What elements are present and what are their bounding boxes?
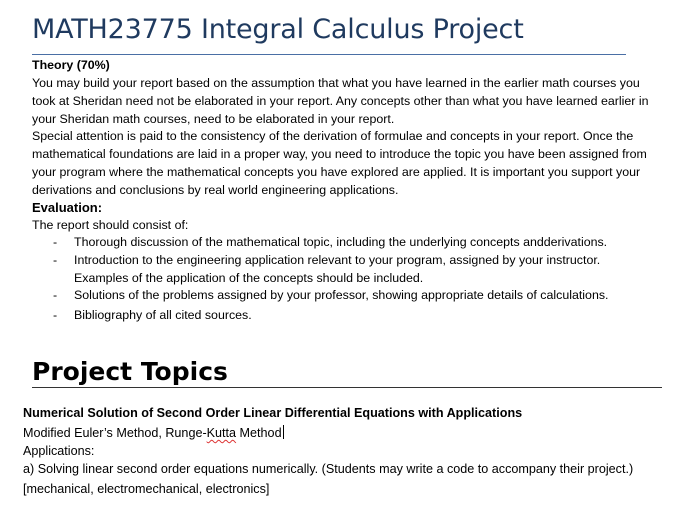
theory-body	[32, 75, 662, 200]
list-item-text: Thorough discussion of the mathematical topic, including the underlying concepts andderivations.	[74, 235, 608, 249]
bullet-marker: -	[53, 252, 58, 267]
project-topics-heading: Project Topics	[32, 357, 228, 386]
methods-prefix: Modified Euler’s Method, Runge-	[23, 426, 207, 440]
evaluation-list	[32, 234, 652, 325]
theory-heading: Theory (70%)	[32, 58, 110, 72]
document-title: MATH23775 Integral Calculus Project	[32, 14, 524, 45]
theory-paragraph-1: You may build your report based on the assumption that what you have learned in the earlier math courses you took at Sheridan need not be elaborated in your report. Any concepts other than what you have learned earlier in your Sheridan math courses, need to be elaborated in your report.	[32, 76, 649, 126]
bullet-marker: -	[53, 235, 58, 249]
list-item	[32, 287, 652, 305]
theory-paragraph-2: Special attention is paid to the consistency of the derivation of formulae and concepts in your report. Once the mathematical foundations are laid in a proper way, you need to introduce the topic you have been assigned from your program where the mathematical concepts you have explored are applied. It is important you support your derivations and conclusions by real world engineering applications.	[32, 129, 647, 197]
methods-line[interactable]	[23, 424, 663, 444]
bullet-marker: -	[53, 308, 58, 323]
list-item	[32, 307, 652, 325]
list-item-text: Introduction to the engineering application relevant to your program, assigned by your instructor. Examples of the application of the concepts should be included.	[74, 252, 601, 285]
list-item	[32, 234, 652, 252]
spellcheck-word[interactable]: Kutta	[206, 426, 237, 440]
title-underline	[32, 54, 626, 55]
applications-label: Applications:	[23, 444, 95, 458]
text-cursor	[283, 425, 284, 439]
methods-suffix: Method	[236, 426, 282, 440]
evaluation-intro: The report should consist of:	[32, 218, 189, 232]
project-topics-rule	[32, 387, 662, 388]
list-item-text: Solutions of the problems assigned by your professor, showing appropriate details of calculations.	[74, 288, 609, 303]
evaluation-heading: Evaluation:	[32, 200, 103, 215]
bullet-marker: -	[53, 288, 58, 303]
list-item	[32, 252, 652, 288]
list-item-text: Bibliography of all cited sources.	[74, 308, 252, 323]
topic-title: Numerical Solution of Second Order Linear Differential Equations with Applications	[23, 406, 523, 420]
application-a: a) Solving linear second order equations numerically. (Students may write a code to accompany their project.) [mechanical, electromechanical, electronics]	[23, 462, 634, 496]
